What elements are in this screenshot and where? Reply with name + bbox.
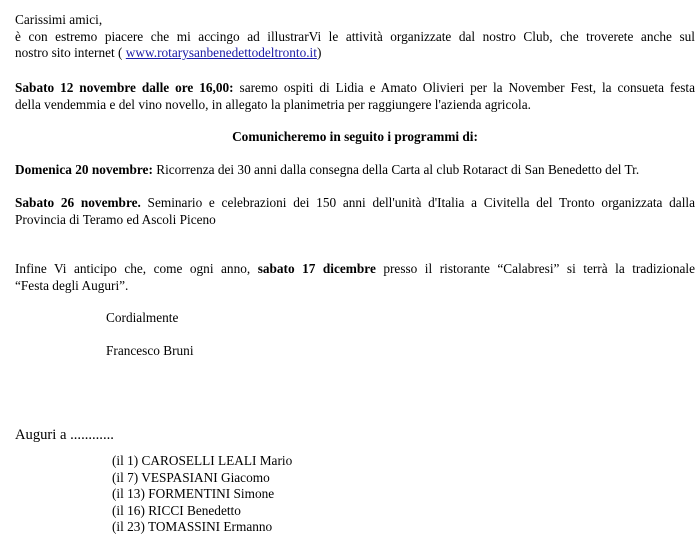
club-website-link[interactable]: www.rotarysanbenedettodeltronto.it [125,45,317,60]
event-unita-italia-date: Sabato 26 novembre. [15,195,141,210]
list-item: (il 1) CAROSELLI LEALI Mario [112,453,293,468]
event-rotaract-line [15,162,695,179]
list-item: (il 16) RICCI Benedetto [112,502,241,518]
list-item: (il 13) FORMENTINI Simone [112,486,275,502]
list-item: (il 23) TOMASSINI Ermanno [112,519,273,535]
event-rotaract-anniversary [15,162,695,179]
greeting: Carissimi amici, [15,12,103,27]
birthday-list [112,453,292,536]
signature-name: Francesco Bruni [106,343,194,358]
intro-line-1: è con estremo piacere che mi accingo ad illustrarVi le attività organizzate dal nostro Club, che troverete anche sul [15,28,695,44]
auguri-label: Auguri a ............ [15,427,114,443]
event-festa-auguri-line-1 [15,261,695,278]
intro-line-2-prefix: nostro sito internet ( [15,45,126,60]
event-november-fest-date: Sabato 12 novembre dalle ore 16,00: [15,80,234,95]
programs-heading: Comunicheremo in seguito i programmi di: [232,129,478,144]
event-november-fest-line-1 [15,80,695,97]
event-rotaract-text: Ricorrenza dei 30 anni dalla consegna della Carta al club Rotaract di San Benedetto del Tr. [152,162,640,177]
event-festa-auguri-line-2: “Festa degli Auguri”. [15,277,129,293]
event-rotaract-date: Domenica 20 novembre: [15,162,153,177]
intro-paragraph [15,12,695,62]
event-festa-auguri-date: sabato 17 dicembre [257,261,376,276]
intro-line-2 [15,45,695,62]
event-unita-italia-text: Seminario e celebrazioni dei 150 anni dell'unità d'Italia a Civitella del Tronto organizzata dalla [140,195,696,210]
list-item: (il 7) VESPASIANI Giacomo [112,469,270,485]
salutation: Cordialmente [106,310,179,325]
event-festa-auguri-text: presso il ristorante “Calabresi” si terrà la tradizionale [375,261,695,276]
event-november-fest-line-2: della vendemmia e del vino novello, in allegato la planimetria per raggiungere l'azienda agricola. [15,96,531,112]
event-festa-auguri-intro: Infine Vi anticipo che, come ogni anno, [15,261,258,276]
event-november-fest-text: saremo ospiti di Lidia e Amato Olivieri per la November Fest, la consueta festa [233,80,696,95]
intro-line-2-suffix: ) [316,45,322,60]
event-unita-italia-line-2: Provincia di Teramo ed Ascoli Piceno [15,211,216,227]
event-november-fest [15,80,695,113]
event-festa-auguri [15,261,695,294]
event-unita-italia [15,195,695,228]
event-unita-italia-line-1 [15,195,695,212]
